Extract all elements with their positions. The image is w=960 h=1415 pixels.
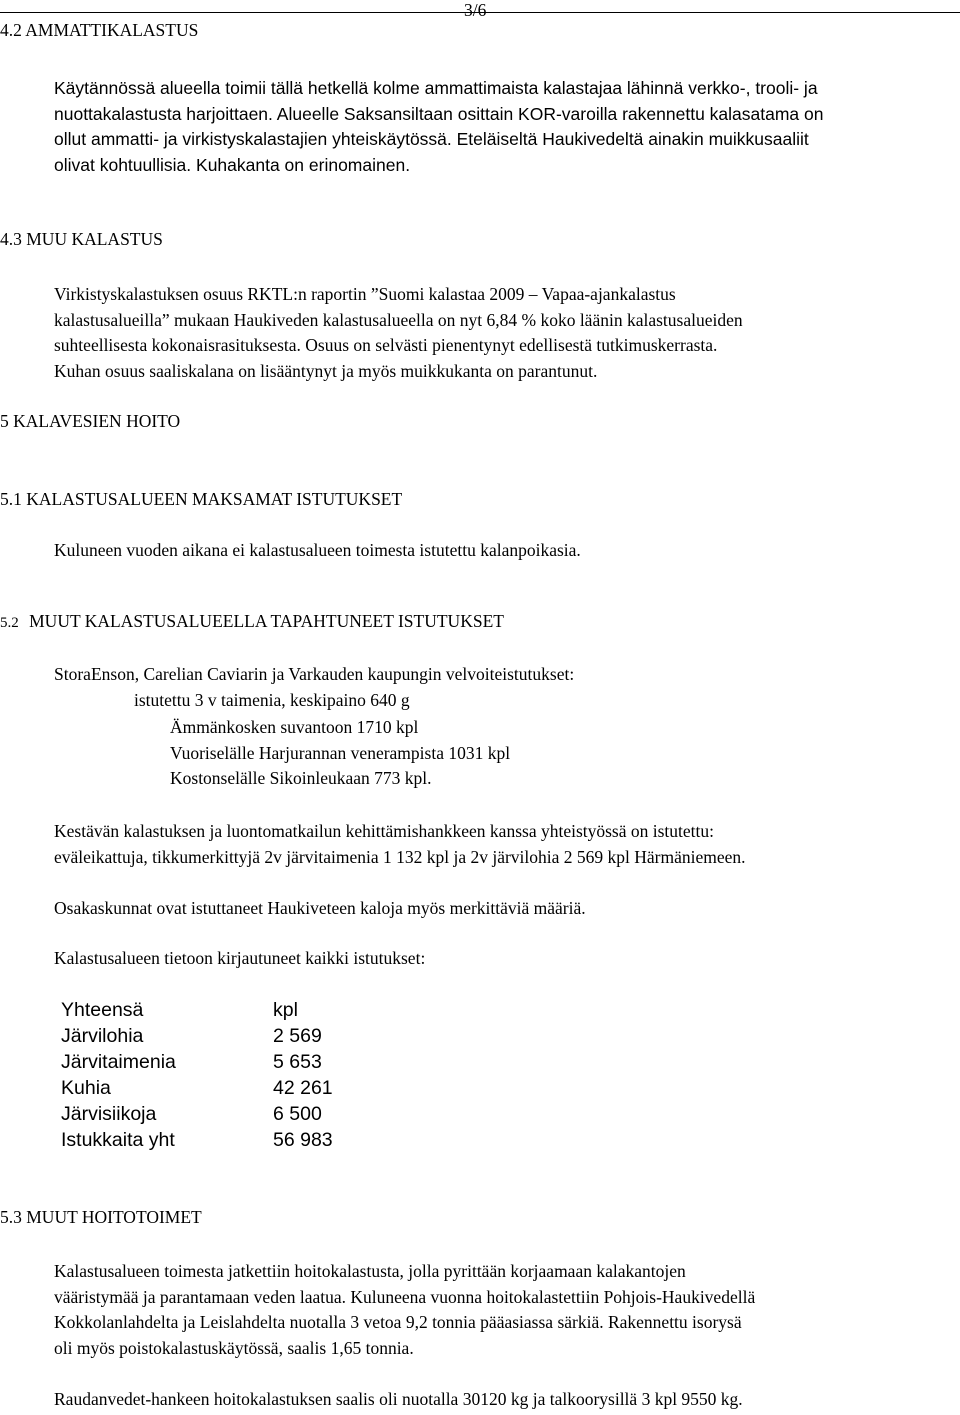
kestava-paragraph — [54, 819, 746, 870]
paragraph-line: oli myös poistokalastuskäytössä, saalis 1,65 tonnia. — [54, 1337, 414, 1358]
paragraph-line: ollut ammatti- ja virkistyskalastajien yhteiskäytössä. Eteläiseltä Haukivedeltä ainakin muikkusaaliit — [54, 129, 809, 149]
table-header-cell: kpl — [273, 999, 298, 1021]
list-item: Ämmänkosken suvantoon 1710 kpl — [170, 717, 419, 737]
section-title-5-1: 5.1 KALASTUSALUEEN MAKSAMAT ISTUTUKSET — [0, 489, 403, 509]
raudanvedet-text: Raudanvedet-hankeen hoitokalastuksen saalis oli nuotalla 30120 kg ja talkoorysillä 3 kpl 9550 kg. — [54, 1389, 743, 1409]
section-title-5: 5 KALAVESIEN HOITO — [0, 411, 181, 431]
table-cell: 6 500 — [273, 1103, 322, 1125]
section-title-4-3: 4.3 MUU KALASTUS — [0, 229, 163, 249]
section-title-5-2 — [0, 611, 504, 632]
table-cell: Järvitaimenia — [61, 1051, 176, 1073]
paragraph-line: suhteellisesta kokonaisrasituksesta. Osuus on selvästi pienentynyt edellisestä tutkimuskerrasta. — [54, 335, 718, 355]
obligation-intro: StoraEnson, Carelian Caviarin ja Varkauden kaupungin velvoiteistutukset: — [54, 664, 575, 684]
section-title-5-3: 5.3 MUUT HOITOTOIMET — [0, 1207, 202, 1227]
list-item: Vuoriselälle Harjurannan venerampista 1031 kpl — [170, 742, 511, 763]
obligation-list — [170, 715, 510, 792]
table-cell: Järvisiikoja — [61, 1103, 157, 1125]
osakaskunnat-text: Osakaskunnat ovat istuttaneet Haukiveteen kaloja myös merkittäviä määriä. — [54, 898, 586, 918]
paragraph-line: Virkistyskalastuksen osuus RKTL:n raportin ”Suomi kalastaa 2009 – Vapaa-ajankalastus — [54, 284, 676, 304]
section-heading-text: MUUT KALASTUSALUEELLA TAPAHTUNEET ISTUTUKSET — [29, 611, 504, 631]
table-cell: Järvilohia — [61, 1025, 144, 1047]
section-5-3-paragraph — [54, 1259, 755, 1361]
paragraph-line: vääristymää ja parantamaan veden laatua. Kuluneena vuonna hoitokalastettiin Pohjois-Haukivedellä — [54, 1286, 756, 1307]
section-4-2-paragraph — [54, 76, 954, 178]
paragraph-line: Kokkolanlahdelta ja Leislahdelta nuotalla 3 vetoa 9,2 tonnia pääasiassa särkiä. Rakennettu isorysä — [54, 1312, 742, 1332]
paragraph-line: kalastusalueilla” mukaan Haukiveden kalastusalueella on nyt 6,84 % koko läänin kalastusalueiden — [54, 309, 743, 330]
table-cell: Kuhia — [61, 1077, 111, 1099]
table-cell: 2 569 — [273, 1025, 322, 1047]
section-4-3-paragraph — [54, 282, 743, 384]
paragraph-line: nuottakalastusta harjoittaen. Alueelle Saksansiltaan osittain KOR-varoilla rakennettu kalasatama on — [54, 103, 824, 124]
obligation-subheading: istutettu 3 v taimenia, keskipaino 640 g — [134, 690, 410, 710]
paragraph-line: Kuhan osuus saaliskalana on lisääntynyt ja myös muikkukanta on parantunut. — [54, 360, 598, 381]
page-number: 3/6 — [464, 0, 487, 20]
section-number: 5.2 — [0, 615, 19, 631]
paragraph-line: eväleikattuja, tikkumerkittyjä 2v järvitaimenia 1 132 kpl ja 2v järvilohia 2 569 kpl Härmäniemeen. — [54, 846, 746, 867]
registered-intro: Kalastusalueen tietoon kirjautuneet kaikki istutukset: — [54, 948, 426, 968]
section-5-1-text: Kuluneen vuoden aikana ei kalastusalueen toimesta istutettu kalanpoikasia. — [54, 540, 581, 560]
list-item: Kostonselälle Sikoinleukaan 773 kpl. — [170, 768, 432, 788]
paragraph-line: Kestävän kalastuksen ja luontomatkailun kehittämishankkeen kanssa yhteistyössä on istutettu: — [54, 821, 715, 841]
table-cell: 5 653 — [273, 1051, 322, 1073]
section-title-4-2: 4.2 AMMATTIKALASTUS — [0, 20, 199, 40]
paragraph-line: Käytännössä alueella toimii tällä hetkellä kolme ammattimaista kalastajaa lähinnä verkko-, trooli- ja — [54, 78, 818, 98]
table-header-cell: Yhteensä — [61, 999, 144, 1021]
paragraph-line: olivat kohtuullisia. Kuhakanta on erinomainen. — [54, 154, 411, 175]
table-cell: Istukkaita yht — [61, 1129, 175, 1151]
paragraph-line: Kalastusalueen toimesta jatkettiin hoitokalastusta, jolla pyrittään korjaamaan kalakantojen — [54, 1261, 686, 1281]
table-cell: 56 983 — [273, 1129, 333, 1151]
table-cell: 42 261 — [273, 1077, 333, 1099]
